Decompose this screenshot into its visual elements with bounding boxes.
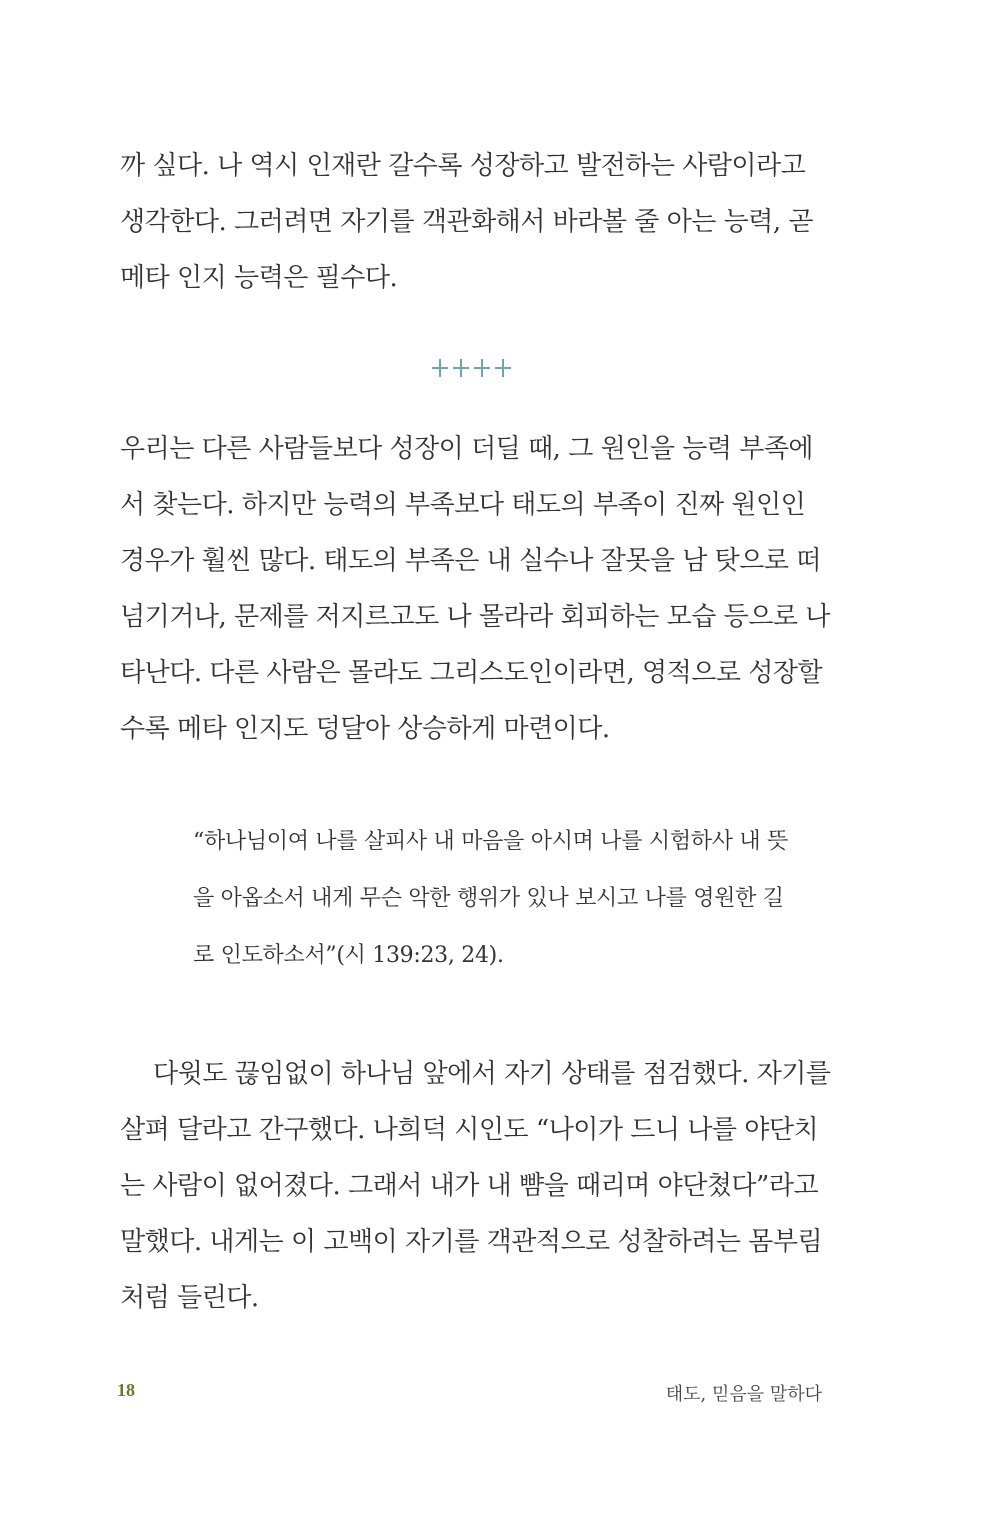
running-book-title: 태도, 믿음을 말하다 bbox=[665, 1384, 822, 1405]
cross-icon bbox=[453, 359, 469, 377]
paragraph-line: 수록 메타 인지도 덩달아 상승하게 마련이다. bbox=[120, 714, 610, 744]
section-divider-ornament bbox=[430, 355, 512, 381]
paragraph-line: 생각한다. 그러려면 자기를 객관화해서 바라볼 줄 아는 능력, 곧 bbox=[120, 207, 814, 237]
paragraph-line: 서 찾는다. 하지만 능력의 부족보다 태도의 부족이 진짜 원인인 bbox=[120, 490, 806, 520]
cross-icon bbox=[432, 359, 448, 377]
paragraph-line: 메타 인지 능력은 필수다. bbox=[120, 263, 398, 293]
cross-icon bbox=[495, 359, 511, 377]
paragraph-line: 처럼 들린다. bbox=[120, 1283, 259, 1313]
page-number: 18 bbox=[117, 1380, 135, 1400]
paragraph-line: 넘기거나, 문제를 저지르고도 나 몰라라 회피하는 모습 등으로 나 bbox=[120, 602, 830, 632]
quote-line: “하나님이여 나를 살피사 내 마음을 아시며 나를 시험하사 내 뜻 bbox=[193, 829, 788, 854]
paragraph-line: 우리는 다른 사람들보다 성장이 더딜 때, 그 원인을 능력 부족에 bbox=[120, 434, 814, 464]
paragraph-line: 다윗도 끊임없이 하나님 앞에서 자기 상태를 점검했다. 자기를 bbox=[153, 1059, 831, 1089]
paragraph-line: 말했다. 내게는 이 고백이 자기를 객관적으로 성찰하려는 몸부림 bbox=[120, 1227, 823, 1257]
body-paragraph-3 bbox=[120, 1050, 831, 1330]
paragraph-line: 까 싶다. 나 역시 인재란 갈수록 성장하고 발전하는 사람이라고 bbox=[120, 151, 806, 181]
scripture-quote bbox=[193, 824, 825, 995]
paragraph-line: 살펴 달라고 간구했다. 나희덕 시인도 “나이가 드니 나를 야단치 bbox=[120, 1115, 819, 1145]
paragraph-line: 는 사람이 없어졌다. 그래서 내가 내 뺨을 때리며 야단쳤다”라고 bbox=[120, 1171, 819, 1201]
quote-line: 을 아옵소서 내게 무슨 악한 행위가 있나 보시고 나를 영원한 길 bbox=[193, 886, 784, 911]
body-paragraph-2 bbox=[120, 425, 830, 761]
paragraph-line: 경우가 훨씬 많다. 태도의 부족은 내 실수나 잘못을 남 탓으로 떠 bbox=[120, 546, 821, 576]
quote-line: 로 인도하소서”(시 139:23, 24). bbox=[193, 943, 504, 968]
paragraph-line: 타난다. 다른 사람은 몰라도 그리스도인이라면, 영적으로 성장할 bbox=[120, 658, 823, 688]
body-paragraph-1 bbox=[120, 142, 825, 310]
cross-icon bbox=[474, 359, 490, 377]
